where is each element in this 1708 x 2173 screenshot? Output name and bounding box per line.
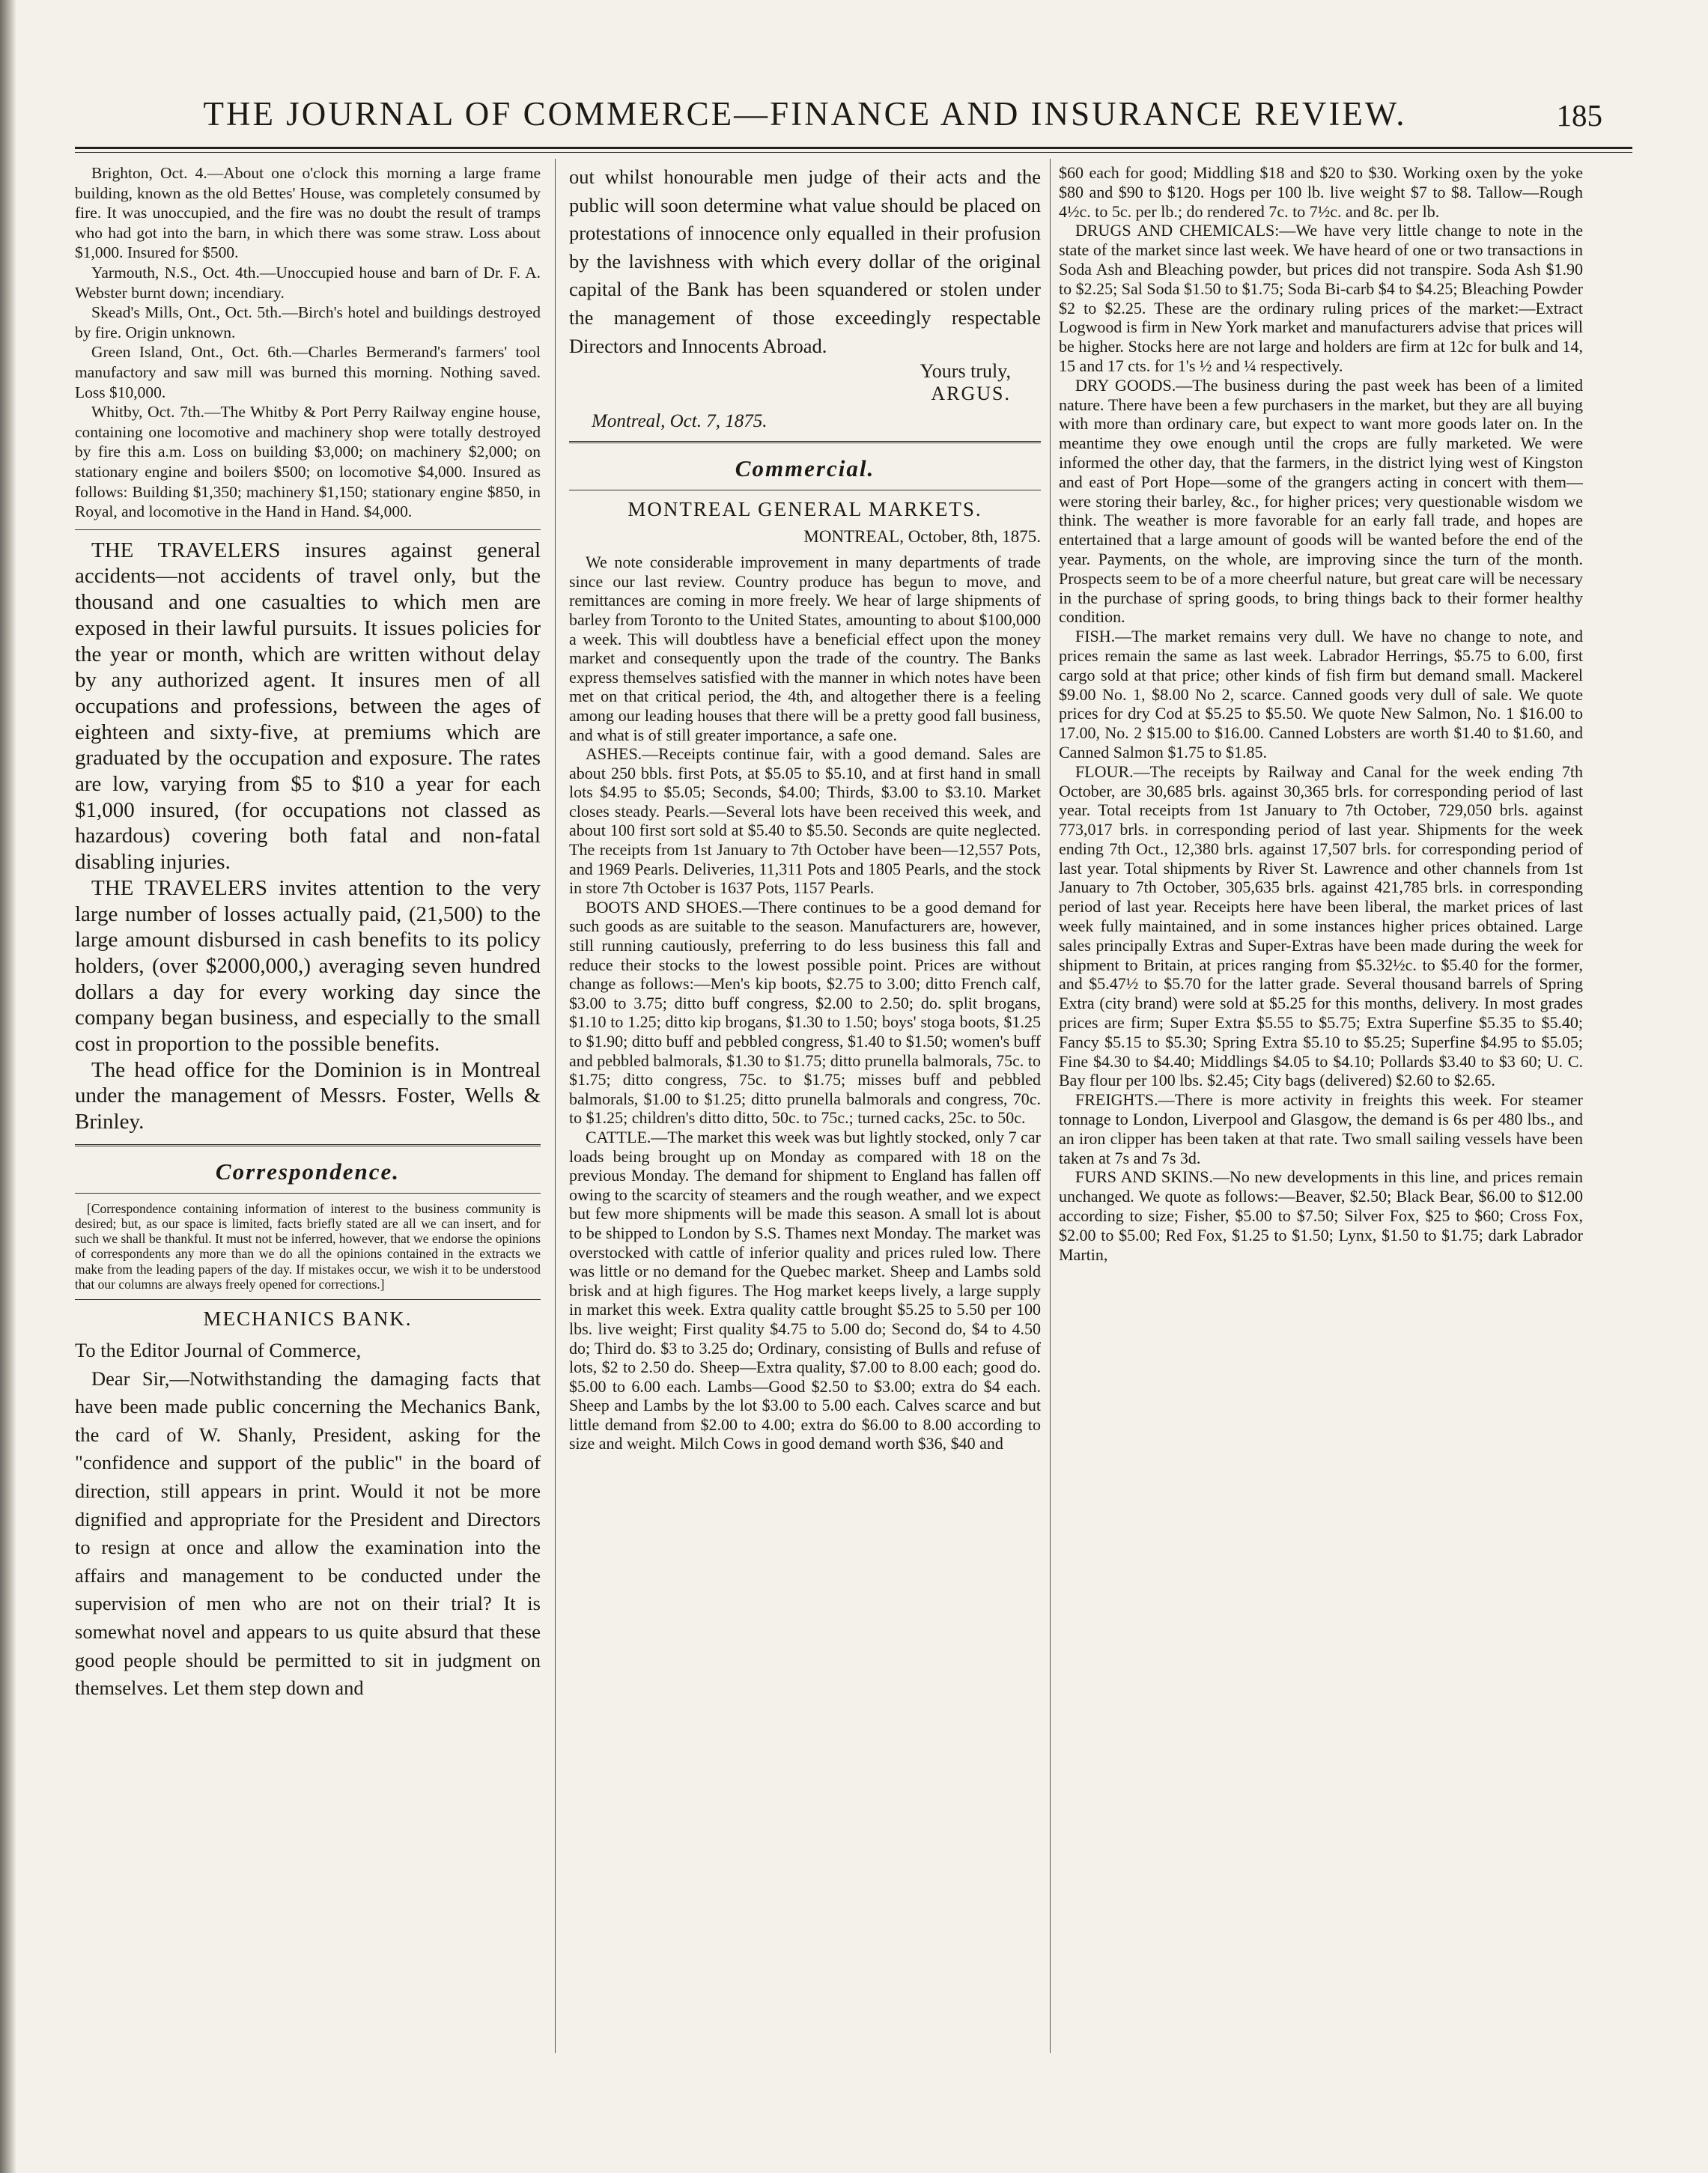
- fire-report: Skead's Mills, Ont., Oct. 5th.—Birch's hotel and buildings destroyed by fire. Origin unknown.: [75, 303, 541, 341]
- market-paragraph: BOOTS AND SHOES.—There continues to be a good demand for such goods as are suitable to the season. Manufacturers are, however, still running cautiously, preferring to do less business this fall and reduce their stocks to the lowest possible point. Prices are without change as follows:—Men's kip boots, $2.75 to 3.00; ditto French calf, $3.00 to 3.75; ditto buff congress, $2.00 to 2.50; do. split brogans, $1.10 to 1.25; ditto kip brogans, $1.30 to 1.50; boys' stoga boots, $1.25 to $1.90; ditto buff and pebbled congress, $1.40 to $1.50; women's buff and pebbled balmorals, $1.30 to $1.75; ditto prunella balmorals, 75c. to $1.75; ditto congress, 75c. to $1.75; misses buff and pebbled balmorals, $1.00 to $1.25; ditto prunella balmorals and congress, 70c. to $1.25; children's ditto ditto, 50c. to 75c.; turned cacks, 25c. to 50c.: [569, 897, 1041, 1128]
- markets-heading: MONTREAL GENERAL MARKETS.: [627, 498, 982, 521]
- column-1: [75, 163, 541, 2110]
- column-2: [569, 163, 1041, 2110]
- signoff-closing: Yours truly,: [920, 360, 1011, 383]
- mechanics-bank-heading: MECHANICS BANK.: [203, 1307, 413, 1331]
- market-paragraph: DRUGS AND CHEMICALS:—We have very little change to note in the state of the market since last week. We have heard of one or two transactions in Soda Ash and Bleaching powder, but prices did not transpire. Soda Ash $1.90 to $2.25; Sal Soda $1.50 to $1.75; Soda Bi-carb $4 to $4.25; Bleaching Powder $2 to $2.25. These are the ordinary ruling prices of the market:—Extract Logwood is firm in New York market and manufacturers advise that prices will be higher. Stocks here are not large and holders are firm at 12c for bulk and 14, 15 and 17 cts. for 1's ½ and ¼ respectively.: [1059, 221, 1583, 375]
- market-paragraph: We note considerable improvement in many departments of trade since our last review. Country produce has begun to move, and remittances are coming in more freely. We hear of large shipments of barley from Toronto to the United States, amounting to about $100,000 a week. This will doubtless have a beneficial effect upon the money market and consequently upon the trade of the country. The Banks express themselves satisfied with the manner in which notes have been met on that critical period, the 4th, and altogether there is a feeling among our leading houses that there will be a pretty good fall business, and what is of still greater importance, a safe one.: [569, 553, 1041, 744]
- market-reports: [569, 553, 1041, 1453]
- journal-title: THE JOURNAL OF COMMERCE—FINANCE AND INSURANCE REVIEW.: [203, 95, 1407, 133]
- letter: [75, 1337, 541, 1703]
- market-paragraph: FURS AND SKINS.—No new developments in this line, and prices remain unchanged. We quote as follows:—Beaver, $2.50; Black Bear, $6.00 to $12.00 according to size; Fisher, $5.00 to $7.50; Silver Fox, $25 to $60; Cross Fox, $2.00 to $5.00; Red Fox, $1.25 to $1.50; Lynx, $1.50 to $1.75; dark Labrador Martin,: [1059, 1167, 1583, 1264]
- market-paragraph: CATTLE.—The market this week was but lightly stocked, only 7 car loads being brought up on Monday as compared with 18 on the previous Monday. The demand for shipment to England has fallen off owing to the scarcity of steamers and the rough weather, and we expect but few more shipments will be made this season. A small lot is about to be shipped to London by S.S. Thames next Monday. The market was overstocked with cattle of inferior quality and prices ruled low. There was little or no demand for the Quebec market. Sheep and Lambs sold brisk and at high figures. The Hog market keeps lively, a large supply in market this week. Extra quality cattle brought $5.25 to 5.50 per 100 lbs. live weight; First quality $4.75 to 5.00 do; Second do, $4 to 4.50 do; Third do. $3 to 3.25 do; Ordinary, consisting of Bulls and refuse of lots, $2 to 2.50 do. Sheep—Extra quality, $7.00 to 8.00 each; good do. $5.00 to 6.00 each. Lambs—Good $2.50 to $3.00; extra do $4 each. Sheep and Lambs by the lot $3.00 to 5.00 each. Calves scarce and but little demand from $2.00 to 4.00; extra do $6.00 to 8.00 according to size and weight. Milch Cows in good demand worth $36, $40 and: [569, 1127, 1041, 1453]
- fire-report: Green Island, Ont., Oct. 6th.—Charles Bermerand's farmers' tool manufactory and saw mill was burned this morning. Nothing saved. Loss $10,000.: [75, 343, 541, 401]
- market-paragraph: DRY GOODS.—The business during the past week has been of a limited nature. There have been a few purchasers in the market, but they are all buying with more than ordinary care, but expect to want more goods later on. In the meantime they owe enough until the crops are fully marketed. We were informed the other day, that the farmers, in the district lying west of Kingston and east of Port Hope—some of the grangers acting in concert with them—were storing their barley, &c., for higher prices; very questionable wisdom we think. The weather is more favorable for an early fall trade, and hopes are entertained that a large amount of goods will be wanted before the end of the year. Payments, on the whole, are improving since the turn of the month. Prospects seem to be of a more cheerful nature, but great care will be necessary in the purchase of spring goods, to bring things back to their former healthy condition.: [1059, 375, 1583, 627]
- fire-report: Yarmouth, N.S., Oct. 4th.—Unoccupied house and barn of Dr. F. A. Webster burnt down; incendiary.: [75, 263, 541, 302]
- section-rule: [569, 441, 1041, 446]
- travelers-ad: [75, 538, 541, 1135]
- letter-salutation: To the Editor Journal of Commerce,: [75, 1339, 362, 1362]
- markets-dateline: MONTREAL, October, 8th, 1875.: [803, 527, 1041, 547]
- section-rule: [75, 529, 541, 530]
- fire-report: Brighton, Oct. 4.—About one o'clock this morning a large frame building, known as the old Bettes' House, was completely consumed by fire. It was unoccupied, and the fire was no doubt the result of tramps who had got into the barn, in which there was some straw. Loss about $1,000. Insured for $500.: [75, 164, 541, 262]
- column-divider: [1050, 159, 1051, 2053]
- fire-report: Whitby, Oct. 7th.—The Whitby & Port Perry Railway engine house, containing one locomotive and machinery shop were totally destroyed by fire this a.m. Loss on building $3,000; on machinery $2,000; on stationary engine and boilers $500; on locomotive $4,000. Insured as follows: Building $1,350; machinery $1,150; stationary engine $850, in Royal, and locomotive in the Hand in Hand. $4,000.: [75, 403, 541, 521]
- note-text: [Correspondence containing information of interest to the business community is desired; but, as our space is limited, facts briefly stated are all we can insert, and for such we shall be thankful. It must not be inferred, however, that we endorse the opinions of correspondents any more than we do all the opinions contained in the extracts we make from the leading papers of the day. If mistakes occur, we wish it to be understood that our columns are always freely opened for corrections.]: [75, 1200, 541, 1292]
- market-paragraph: FISH.—The market remains very dull. We have no change to note, and prices remain the same as last week. Labrador Herrings, $5.75 to 6.00, first cargo sold at that price; other kinds of fish firm but demand small. Mackerel $9.00 No. 1, $8.00 No 2, scarce. Canned goods very dull of sale. We quote prices for dry Cod at $5.25 to $5.50. We quote New Salmon, No. 1 $16.00 to 17.00, No. 2 $15.00 to $16.00. Canned Lobsters are worth $1.40 to $1.60, and Canned Salmon $1.75 to $1.85.: [1059, 627, 1583, 762]
- travelers-paragraph: The head office for the Dominion is in Montreal under the management of Messrs. Foster, Wells & Brinley.: [75, 1057, 541, 1134]
- signoff-name: ARGUS.: [931, 383, 1011, 405]
- binding-edge: [0, 0, 16, 2173]
- letter-body: Dear Sir,—Notwithstanding the damaging facts that have been made public concerning the Mechanics Bank, the card of W. Shanly, President, asking for the "confidence and support of the public" in the board of direction, still appears in print. Would it not be more dignified and appropriate for the President and Directors to resign at once and allow the examination into the affairs and management to be conducted under the supervision of men who are not on their trial? It is somewhat novel and appears to us quite absurd that these good people should be permitted to sit in judgment on themselves. Let them step down and: [75, 1367, 541, 1700]
- travelers-paragraph: THE TRAVELERS invites attention to the very large number of losses actually paid, (21,500) to the large amount disbursed in cash benefits to its policy holders, (over $2000,000,) averaging seven hundred dollars a day for every working day since the company began business, and especially to the small cost in proportion to the possible benefits.: [75, 875, 541, 1057]
- section-rule: [75, 1299, 541, 1300]
- header-rule: [75, 147, 1632, 149]
- section-rule: [75, 1144, 541, 1149]
- letter-body-cont: out whilst honourable men judge of their acts and the public will soon determine what value should be placed on protestations of innocence only equalled in their profusion by the lavishness with which every dollar of the original capital of the Bank has been squandered or stolen under the management of those exceedingly respectable Directors and Innocents Abroad.: [569, 165, 1041, 357]
- section-rule: [75, 1193, 541, 1194]
- market-paragraph: FREIGHTS.—There is more activity in freights this week. For steamer tonnage to London, Liverpool and Glasgow, the demand is 6s per 480 lbs., and an iron clipper has been taken at that rate. Two small sailing vessels have been taken at 7s and 7s 3d.: [1059, 1090, 1583, 1167]
- correspondence-heading: Correspondence.: [215, 1158, 401, 1185]
- commercial-heading: Commercial.: [735, 455, 875, 482]
- page-number: 185: [1556, 98, 1602, 133]
- correspondence-note: [75, 1201, 541, 1292]
- column-3: [1059, 163, 1583, 2110]
- column-divider: [555, 159, 556, 2053]
- travelers-paragraph: THE TRAVELERS insures against general accidents—not accidents of travel only, but the thousand and one casualties to which men are exposed in their lawful pursuits. It issues policies for the year or month, which are written without delay by any authorized agent. It insures men of all occupations and professions, between the ages of eighteen and sixty-five, at premiums which are graduated by the occupation and exposure. The rates are low, varying from $5 to $10 a year for each $1,000 insured, (for occupations not classed as hazardous) covering both fatal and non-fatal disabling injuries.: [75, 538, 541, 875]
- header-rule-thin: [75, 152, 1632, 153]
- letter-date: Montreal, Oct. 7, 1875.: [592, 411, 768, 432]
- market-paragraph: ASHES.—Receipts continue fair, with a good demand. Sales are about 250 bbls. first Pots, at $5.05 to $5.10, and at first hand in small lots $4.95 to $5.05; Seconds, $4.00; Thirds, $3.00 to $3.10. Market closes steady. Pearls.—Several lots have been received this week, and about 100 first sort sold at $5.40 to $5.50. Seconds are quite neglected. The receipts from 1st January to 7th October have been—12,557 Pots, and 1969 Pearls. Deliveries, 11,311 Pots and 1805 Pearls, and the stock in store 7th October is 1637 Pots, 1157 Pearls.: [569, 744, 1041, 898]
- letter-signoff: [569, 360, 1041, 405]
- fire-reports: [75, 163, 541, 522]
- market-paragraph: $60 each for good; Middling $18 and $20 to $30. Working oxen by the yoke $80 and $90 to $120. Hogs per 100 lb. live weight $7 to $8. Tallow—Rough 4½c. to 5c. per lb.; do rendered 7c. to 7½c. and 8c. per lb.: [1059, 163, 1583, 221]
- letter-continued: [569, 163, 1041, 360]
- page-header: [75, 88, 1632, 148]
- market-paragraph: FLOUR.—The receipts by Railway and Canal for the week ending 7th October, are 30,685 brls. against 30,365 brls. for corresponding period of last year. Total receipts from 1st January to 7th October, 729,050 brls. against 773,017 brls. in corresponding period of last year. Shipments for the week ending 7th Oct., 12,380 brls. against 17,507 brls. for corresponding period of last year. Total shipments by River St. Lawrence and other channels from 1st January to 7th October, 305,635 brls. against 421,785 brls. in corresponding period of last year. Receipts here have been liberal, the market prices of last week fully maintained, and in some instances higher prices obtained. Large sales principally Extras and Super-Extras have been made during the week for shipment to Britain, at prices ranging from $5.32½c. to $5.40 for the former, and $5.47½ to $5.70 for the latter grade. Several thousand barrels of Spring Extra (city brand) were sold at $5.25 for this months, delivery. In most grades prices are firm; Super Extra $5.55 to $5.75; Extra Superfine $5.35 to $5.40; Fancy $5.15 to $5.30; Spring Extra $5.10 to $5.25; Superfine $4.95 to $5.05; Fine $4.30 to $4.40; Middlings $4.05 to $4.10; Pollards $3.40 to $3 60; U. C. Bay flour per 100 lbs. $2.45; City bags (delivered) $2.60 to $2.65.: [1059, 762, 1583, 1090]
